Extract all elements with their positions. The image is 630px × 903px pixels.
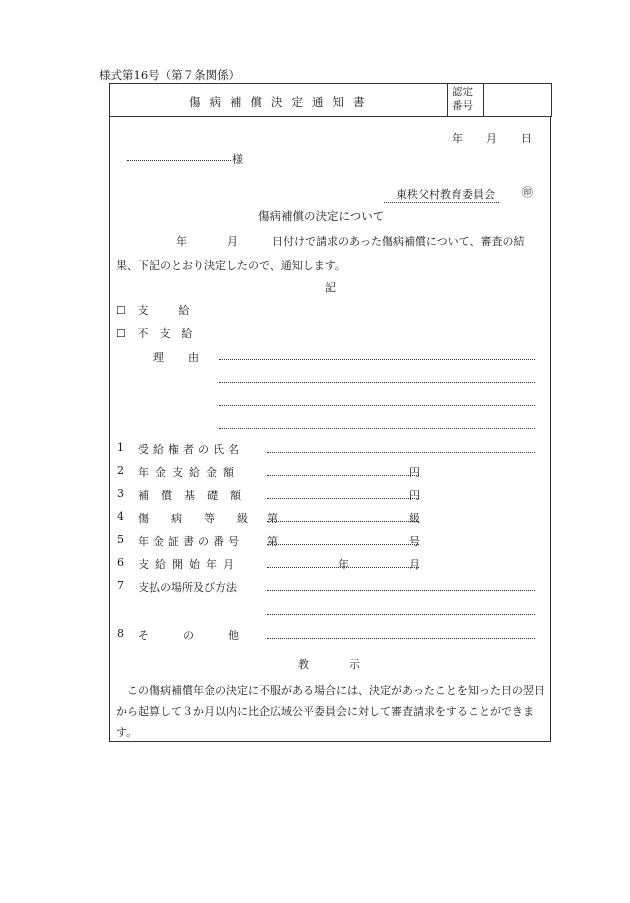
- item-3-number: 3: [117, 487, 124, 500]
- cert-number-field[interactable]: [482, 83, 552, 117]
- nonpayment-option[interactable]: [116, 325, 203, 341]
- item-8-number: 8: [117, 627, 124, 640]
- body-text-line-1: 日付けで請求のあった傷病補償について、審査の結: [272, 235, 525, 248]
- item-3-suffix: 円: [409, 489, 420, 502]
- payment-option[interactable]: [116, 302, 219, 318]
- form-number: 様式第16号（第７条関係）: [99, 68, 241, 82]
- reason-field-line-3[interactable]: [219, 405, 535, 406]
- item-8-label: その他: [138, 629, 273, 642]
- item-6-mid: 年: [338, 558, 349, 571]
- item-4-field[interactable]: [267, 521, 419, 522]
- item-7-field-line-1[interactable]: [267, 590, 535, 591]
- item-8-field[interactable]: [267, 638, 535, 639]
- ki-heading: 記: [325, 281, 336, 294]
- item-2-suffix: 円: [409, 466, 420, 479]
- item-3-field[interactable]: [267, 498, 419, 499]
- reason-field-line-2[interactable]: [219, 382, 535, 383]
- addressee-name-field[interactable]: [127, 160, 231, 161]
- item-4-suffix: 級: [409, 512, 420, 525]
- item-1-number: 1: [117, 441, 124, 454]
- cert-number-label: 認定番号: [452, 86, 473, 112]
- item-7-number: 7: [117, 579, 124, 592]
- instruction-text: [116, 680, 548, 743]
- date-month-label: 月: [486, 132, 497, 145]
- item-1-label: 受給権者の氏名: [138, 443, 243, 456]
- reason-field-line-4[interactable]: [219, 428, 535, 429]
- item-7-label: 支払の場所及び方法: [138, 581, 237, 594]
- item-6-number: 6: [117, 556, 124, 569]
- item-6-label: 支給開始年月: [138, 558, 240, 571]
- item-3-label: 補償基礎額: [138, 489, 253, 502]
- item-4-label: 傷病等級: [138, 512, 270, 525]
- body-month-label: 月: [227, 235, 238, 248]
- item-5-prefix: 第: [267, 535, 278, 548]
- item-5-label: 年金証書の番号: [138, 535, 243, 548]
- item-4-number: 4: [117, 510, 124, 523]
- date-year-label: 年: [452, 132, 463, 145]
- body-year-label: 年: [176, 235, 187, 248]
- issuer-name: 東秩父村教育委員会: [384, 186, 499, 203]
- seal-mark: ㊞: [522, 186, 533, 199]
- instruction-heading: 教示: [298, 658, 400, 671]
- item-7-field-line-2[interactable]: [267, 614, 535, 615]
- date-day-label: 日: [521, 132, 532, 145]
- item-6-suffix: 月: [409, 558, 420, 571]
- reason-label: 理由: [153, 351, 223, 364]
- payment-label: 支給: [137, 304, 220, 317]
- item-4-prefix: 第: [267, 512, 278, 525]
- item-2-number: 2: [117, 464, 124, 477]
- instruction-body: この傷病補償年金の決定に不服がある場合には、決定があったことを知った日の翌日から起算して３か月以内に比企広域公平委員会に対して審査請求をすることができます。: [116, 684, 545, 739]
- nonpayment-label: 不支給: [137, 327, 204, 340]
- item-5-field[interactable]: [267, 544, 419, 545]
- item-1-field[interactable]: [267, 452, 535, 453]
- item-5-number: 5: [117, 533, 124, 546]
- item-2-label: 年金支給金額: [138, 466, 240, 479]
- payment-checkbox[interactable]: ☐: [116, 304, 126, 317]
- item-2-field[interactable]: [267, 475, 419, 476]
- body-text-line-2: 果、下記のとおり決定したので、通知します。: [116, 259, 346, 272]
- reason-field-line-1[interactable]: [219, 359, 535, 360]
- subject-line: 傷病補償の決定について: [258, 209, 385, 223]
- document-title: 傷病補償決定通知書: [189, 95, 374, 109]
- nonpayment-checkbox[interactable]: ☐: [116, 327, 126, 340]
- item-5-suffix: 号: [409, 535, 420, 548]
- addressee-honorific: 様: [232, 153, 243, 166]
